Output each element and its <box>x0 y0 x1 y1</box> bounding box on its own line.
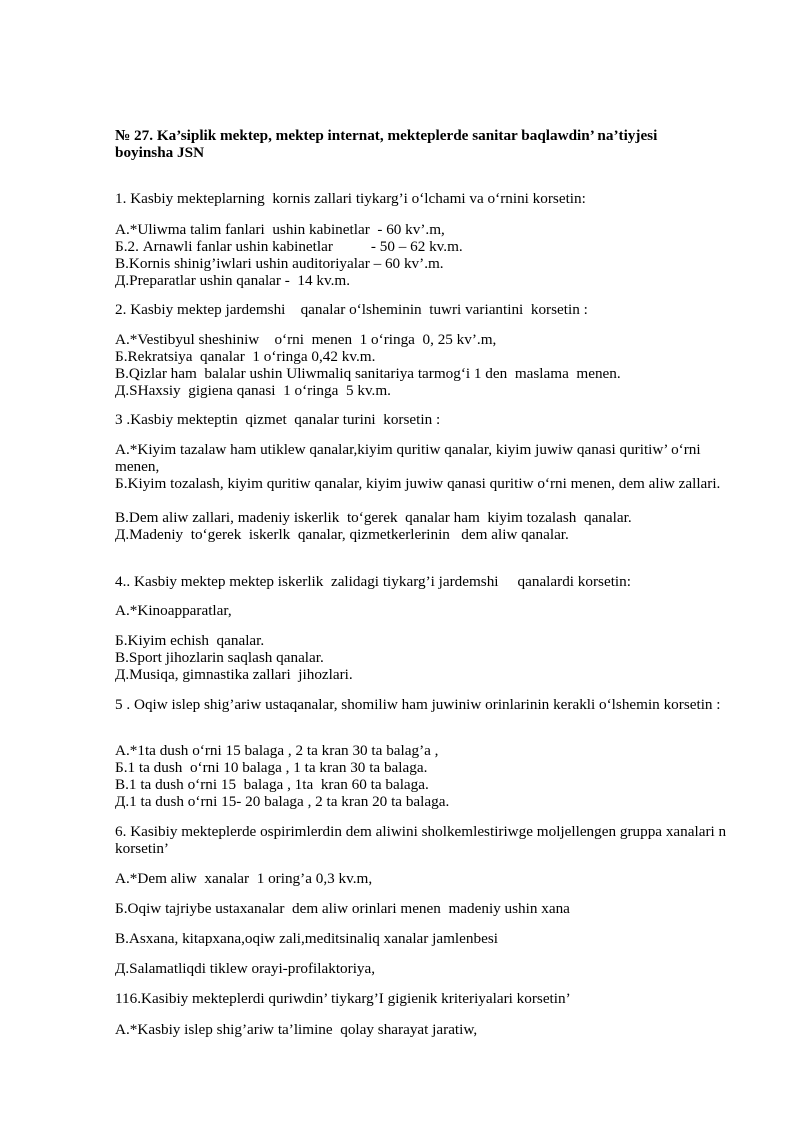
question-2-option-b: Б.Rekratsiya qanalar 1 o‘ringa 0,42 kv.m. <box>115 348 376 365</box>
question-3-option-a: A.*Kiyim tazalaw ham utiklew qanalar,kiyim quritiw qanalar, kiyim juwiw qanasi quritiw’ o‘rni menen, <box>115 441 701 475</box>
question-4-option-d: Д.Musiqa, gimnastika zallari jihozlari. <box>115 666 353 683</box>
question-1-option-v: B.Kornis shinig’iwlari ushin auditoriyalar – 60 kv’.m. <box>115 255 444 272</box>
question-4-option-v: B.Sport jihozlarin saqlash qanalar. <box>115 649 324 666</box>
question-5-option-v: B.1 ta dush o‘rni 15 balaga , 1ta kran 60 ta balaga. <box>115 776 429 793</box>
question-6-option-v: B.Asxana, kitapxana,oqiw zali,meditsinaliq xanalar jamlenbesi <box>115 930 498 947</box>
question-4-option-b: Б.Kiyim echish qanalar. <box>115 632 265 649</box>
question-3-option-v: B.Dem aliw zallari, madeniy iskerlik to‘gerek qanalar ham kiyim tozalash qanalar. <box>115 509 632 526</box>
question-5-option-a: A.*1ta dush o‘rni 15 balaga , 2 ta kran 30 ta balag’a , <box>115 742 439 759</box>
question-2-option-d: Д.SHaxsiy gigiena qanasi 1 o‘ringa 5 kv.m. <box>115 382 391 399</box>
question-2-option-v: B.Qizlar ham balalar ushin Uliwmaliq sanitariya tarmog‘i 1 den maslama menen. <box>115 365 621 382</box>
document-title: № 27. Ka’siplik mektep, mektep internat, mekteplerde sanitar baqlawdin’ na’tiyjesi boyinsha JSN <box>115 127 658 161</box>
question-6-option-d: Д.Salamatliqdi tiklew orayi-profilaktoriya, <box>115 960 376 977</box>
question-6-option-b: Б.Oqiw tajriybe ustaxanalar dem aliw orinlari menen madeniy ushin xana <box>115 900 570 917</box>
question-1-option-a: A.*Uliwma talim fanlari ushin kabinetlar - 60 kv’.m, <box>115 221 445 238</box>
question-6-text: 6. Kasibiy mekteplerde ospirimlerdin dem aliwini sholkemlestiriwge moljellengen gruppa xanalari n korsetin’ <box>115 823 727 857</box>
question-3-option-d: Д.Madeniy to‘gerek iskerlk qanalar, qizmetkerlerinin dem aliw qanalar. <box>115 526 569 543</box>
question-1-option-b: Б.2. Arnawli fanlar ushin kabinetlar - 50 – 62 kv.m. <box>115 238 463 255</box>
question-2-option-a: A.*Vestibyul sheshiniw o‘rni menen 1 o‘ringa 0, 25 kv’.m, <box>115 331 497 348</box>
question-5-option-d: Д.1 ta dush o‘rni 15- 20 balaga , 2 ta kran 20 ta balaga. <box>115 793 450 810</box>
question-3-option-b: Б.Kiyim tozalash, kiyim quritiw qanalar, kiyim juwiw qanasi quritiw o‘rni menen, dem aliw zallari. <box>115 475 721 492</box>
question-4-option-a: A.*Kinoapparatlar, <box>115 602 232 619</box>
question-116-option-a: A.*Kasbiy islep shig’ariw ta’limine qolay sharayat jaratiw, <box>115 1021 478 1038</box>
question-5-option-b: Б.1 ta dush o‘rni 10 balaga , 1 ta kran 30 ta balaga. <box>115 759 428 776</box>
question-1-option-d: Д.Preparatlar ushin qanalar - 14 kv.m. <box>115 272 351 289</box>
question-4-text: 4.. Kasbiy mektep mektep iskerlik zalidagi tiykarg’i jardemshi qanalardi korsetin: <box>115 573 631 590</box>
question-5-text: 5 . Oqiw islep shig’ariw ustaqanalar, shomiliw ham juwiniw orinlarinin kerakli o‘lshemin korsetin : <box>115 696 721 713</box>
question-2-text: 2. Kasbiy mektep jardemshi qanalar o‘lsheminin tuwri variantini korsetin : <box>115 301 588 318</box>
question-3-text: 3 .Kasbiy mekteptin qizmet qanalar turini korsetin : <box>115 411 441 428</box>
question-116-text: 116.Kasibiy mekteplerdi quriwdin’ tiykarg’I gigienik kriteriyalari korsetin’ <box>115 990 571 1007</box>
question-6-option-a: A.*Dem aliw xanalar 1 oring’a 0,3 kv.m, <box>115 870 373 887</box>
question-1-text: 1. Kasbiy mekteplarning kornis zallari tiykarg’i o‘lchami va o‘rnini korsetin: <box>115 190 586 207</box>
